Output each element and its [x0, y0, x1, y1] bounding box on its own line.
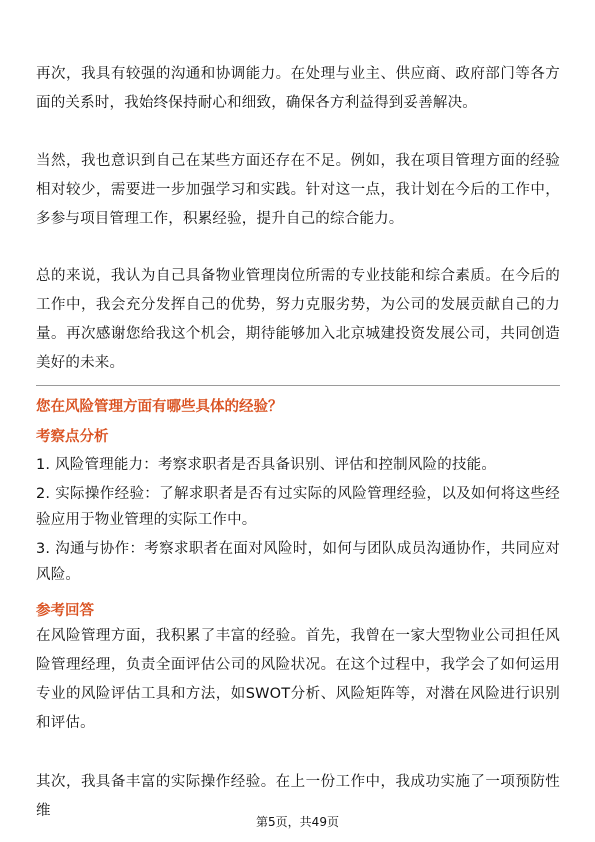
analysis-heading: 考察点分析 [36, 429, 109, 445]
section-divider [36, 385, 560, 386]
answer-paragraph-1: 在风险管理方面，我积累了丰富的经验。首先，我曾在一家大型物业公司担任风险管理经理，负责全面评估公司的风险状况。在这个过程中，我学会了如何运用专业的风险评估工具和方法，如SWOT分析、风险矩阵等，对潜在风险进行识别和评估。 [36, 628, 560, 731]
interview-question: 您在风险管理方面有哪些具体的经验？ [36, 399, 283, 415]
intro-paragraph-2: 当然，我也意识到自己在某些方面还存在不足。例如，我在项目管理方面的经验相对较少，需要进一步加强学习和实践。针对这一点，我计划在今后的工作中，多参与项目管理工作，积累经验，提升自己的综合能力。 [36, 153, 560, 227]
analysis-item-2: 2. 实际操作经验：了解求职者是否有过实际的风险管理经验，以及如何将这些经验应用于物业管理的实际工作中。 [36, 486, 560, 528]
intro-paragraph-1: 再次，我具有较强的沟通和协调能力。在处理与业主、供应商、政府部门等各方面的关系时，我始终保持耐心和细致，确保各方利益得到妥善解决。 [36, 66, 560, 111]
answer-heading: 参考回答 [36, 603, 94, 619]
page-number-footer: 第5页，共49页 [256, 815, 339, 829]
intro-paragraph-3: 总的来说，我认为自己具备物业管理岗位所需的专业技能和综合素质。在今后的工作中，我会充分发挥自己的优势，努力克服劣势，为公司的发展贡献自己的力量。再次感谢您给我这个机会，期待能够加入北京城建投资发展公司，共同创造美好的未来。 [36, 268, 560, 371]
analysis-item-1: 1. 风险管理能力：考察求职者是否具备识别、评估和控制风险的技能。 [36, 457, 497, 473]
analysis-item-3: 3. 沟通与协作：考察求职者在面对风险时，如何与团队成员沟通协作，共同应对风险。 [36, 541, 560, 583]
answer-paragraph-2: 其次，我具备丰富的实际操作经验。在上一份工作中，我成功实施了一项预防性维 [36, 774, 560, 819]
